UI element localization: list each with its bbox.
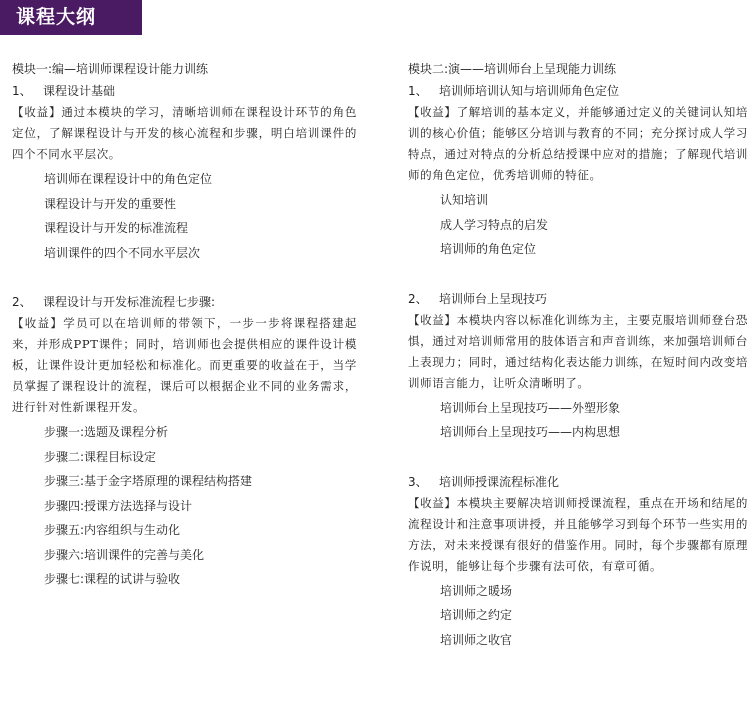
module-one-title: 模块一:编—培训师课程设计能力训练 xyxy=(12,62,209,76)
list-item: 培训师在课程设计中的角色定位 xyxy=(44,172,213,186)
list-item: 步骤七:课程的试讲与验收 xyxy=(44,572,181,586)
section-title xyxy=(408,471,748,493)
list-item: 培训课件的四个不同水平层次 xyxy=(44,245,201,260)
list-item: 认知培训 xyxy=(440,193,489,207)
list-item: 课程设计与开发的标准流程 xyxy=(44,221,189,235)
section-number: 2、 xyxy=(12,295,32,309)
module-two-column xyxy=(408,58,748,652)
section-number: 1、 xyxy=(408,84,428,98)
section-title-text: 培训师授课流程标准化 xyxy=(439,474,560,489)
section-benefit-text: 【收益】本模块主要解决培训师授课流程，重点在开场和结尾的流程设计和注意事项讲授，并且能够学习到每个环节一些实用的方法，对未来授课有很好的借鉴作用。同时，每个步骤都有原理作说明，能够让每个步骤有法可依，有章可循。 xyxy=(408,495,748,573)
section-title xyxy=(12,291,357,313)
section-title-text: 培训师台上呈现技巧 xyxy=(439,291,548,306)
section-title xyxy=(408,80,748,102)
section-benefit-text: 【收益】通过本模块的学习，清晰培训师在课程设计环节的角色定位，了解课程设计与开发的核心流程和步骤，明白培训课件的四个不同水平层次。 xyxy=(12,105,357,161)
list-item: 培训师的角色定位 xyxy=(440,242,537,256)
list-item: 步骤五:内容组织与生动化 xyxy=(44,523,181,537)
topic-list xyxy=(12,167,357,265)
list-item: 培训师台上呈现技巧——外塑形象 xyxy=(440,400,621,415)
section-title-text: 课程设计基础 xyxy=(43,84,116,98)
section-title xyxy=(12,80,357,102)
section-benefit-text: 【收益】学员可以在培训师的带领下，一步一步将课程搭建起来，并形成PPT课件；同时，培训师也会提供相应的课件设计模板，让课件设计更加轻松和标准化。而更重要的收益在于，当学员掌握了课程设计的流程，课后可以根据企业不同的业务需求，进行针对性新课程开发。 xyxy=(12,316,357,414)
module-one-column xyxy=(12,58,357,592)
list-item: 步骤一:选题及课程分析 xyxy=(44,425,169,439)
section-number: 1、 xyxy=(12,84,32,98)
section-title xyxy=(408,288,748,310)
step-list xyxy=(12,420,357,592)
section-benefit-text: 【收益】了解培训的基本定义，并能够通过定义的关键词认知培训的核心价值；能够区分培训与教育的不同；充分探讨成人学习特点，通过对特点的分析总结授课中应对的措施；了解现代培训师的角色定位，优秀培训师的特征。 xyxy=(408,105,748,182)
list-item: 成人学习特点的启发 xyxy=(440,217,549,232)
module-two-title: 模块二:演——培训师台上呈现能力训练 xyxy=(408,62,617,76)
section-benefit-text: 【收益】本模块内容以标准化训练为主，主要克服培训师登台恐惧，通过对培训师常用的肢体语言和声音训练，来加强培训师台上表现力；同时，通过结构化表达能力训练，在短时间内改变培训师语言能力，让听众清晰明了。 xyxy=(408,312,748,390)
list-item: 步骤六:培训课件的完善与美化 xyxy=(44,547,205,562)
list-item: 步骤二:课程目标设定 xyxy=(44,449,157,464)
list-item: 培训师之暖场 xyxy=(440,583,513,598)
section-title-text: 课程设计与开发标准流程七步骤: xyxy=(43,295,216,309)
page-title: 课程大纲 xyxy=(0,0,142,35)
list-item: 课程设计与开发的重要性 xyxy=(44,196,177,211)
topic-list xyxy=(408,396,748,445)
section-number: 3、 xyxy=(408,474,428,489)
topic-list xyxy=(408,188,748,262)
list-item: 培训师之收官 xyxy=(440,632,513,647)
list-item: 培训师之约定 xyxy=(440,608,513,622)
list-item: 步骤三:基于金字塔原理的课程结构搭建 xyxy=(44,474,253,488)
section-number: 2、 xyxy=(408,291,428,306)
section-title-text: 培训师培训认知与培训师角色定位 xyxy=(439,84,620,98)
list-item: 培训师台上呈现技巧——内构思想 xyxy=(440,425,621,439)
list-item: 步骤四:授课方法选择与设计 xyxy=(44,498,193,513)
topic-list xyxy=(408,579,748,653)
